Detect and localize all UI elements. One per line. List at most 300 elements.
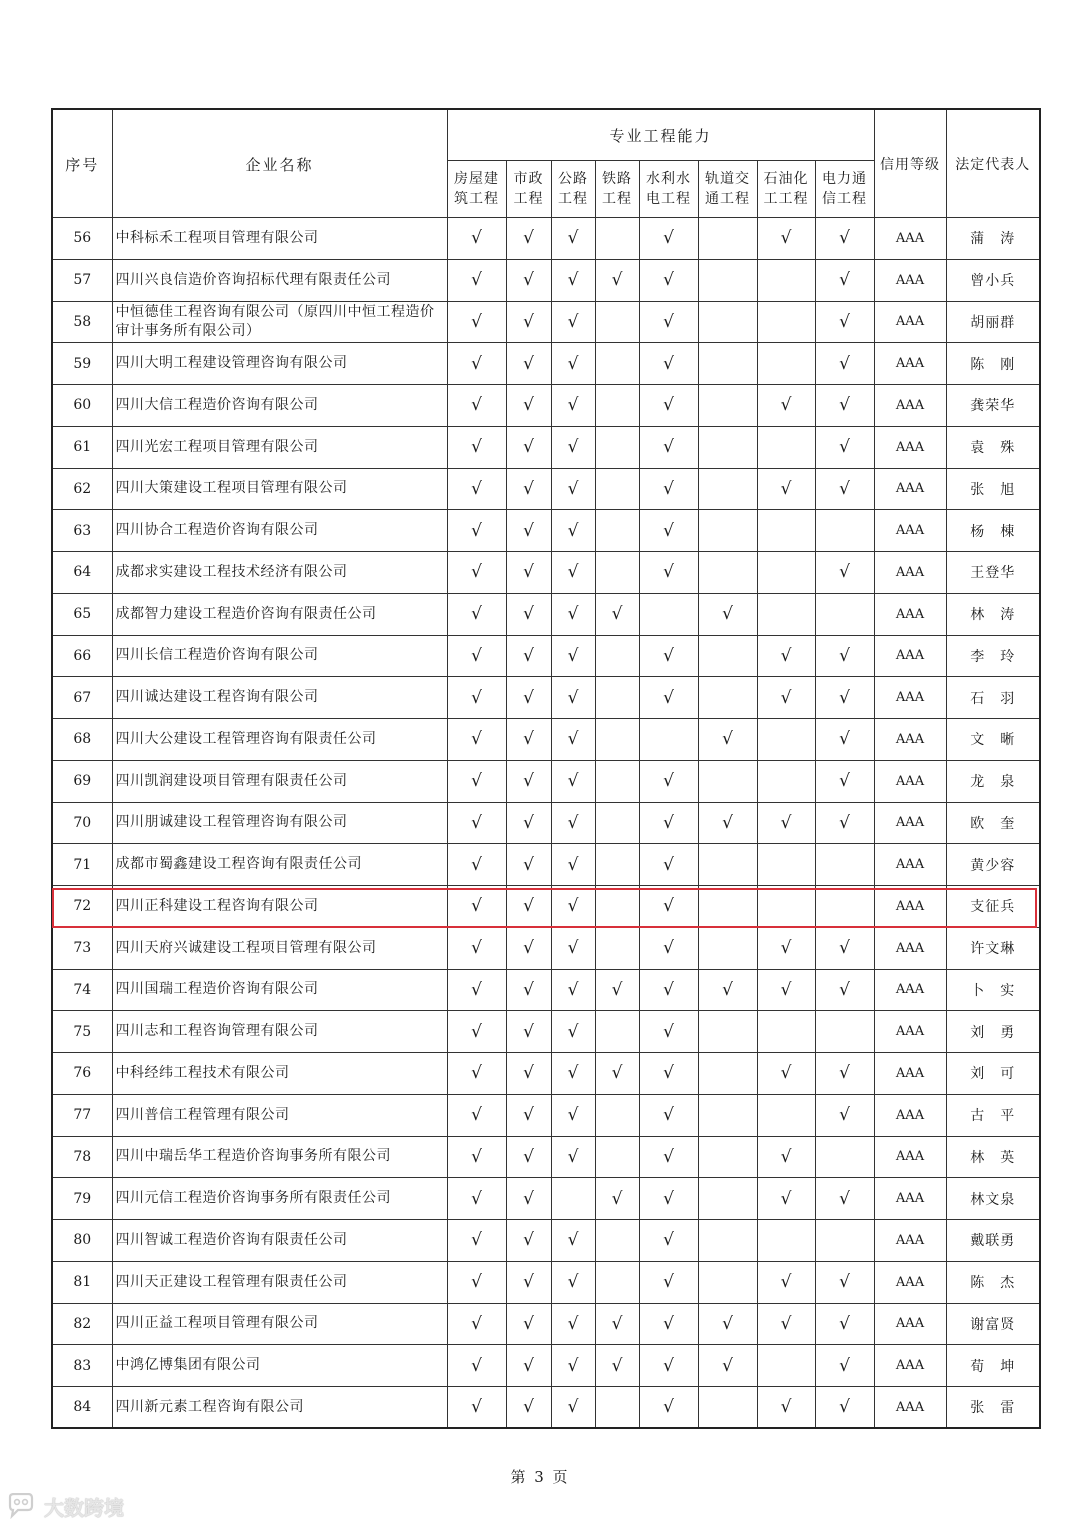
check-mark: √ [506,927,551,969]
check-mark: √ [506,1053,551,1095]
capability-cell [698,1053,757,1095]
check-mark: √ [551,677,595,719]
company-name: 成都求实建设工程技术经济有限公司 [112,552,447,594]
header-category-5 [698,161,757,218]
check-mark: √ [698,1345,757,1387]
check-mark: √ [595,969,639,1011]
credit-grade: AAA [874,343,946,385]
table-row [52,468,1040,510]
legal-representative: 欧 奎 [946,802,1040,844]
check-mark: √ [639,1011,698,1053]
check-mark: √ [815,719,874,761]
credit-grade: AAA [874,1345,946,1387]
header-category-line: 工程 [602,191,632,207]
credit-grade: AAA [874,1094,946,1136]
row-number: 64 [52,552,112,594]
legal-representative: 许文琳 [946,927,1040,969]
row-number: 76 [52,1053,112,1095]
check-mark: √ [506,1178,551,1220]
table-row [52,593,1040,635]
capability-cell [757,1345,815,1387]
check-mark: √ [639,343,698,385]
capability-cell [757,719,815,761]
check-mark: √ [506,593,551,635]
check-mark: √ [639,635,698,677]
check-mark: √ [815,343,874,385]
check-mark: √ [551,927,595,969]
header-category-2 [551,161,595,218]
row-number: 56 [52,218,112,260]
check-mark: √ [551,426,595,468]
capability-cell [595,218,639,260]
check-mark: √ [639,1303,698,1345]
capability-cell [595,844,639,886]
capability-cell [757,1011,815,1053]
check-mark: √ [506,844,551,886]
company-name: 四川元信工程造价咨询事务所有限责任公司 [112,1178,447,1220]
check-mark: √ [639,468,698,510]
capability-cell [595,1261,639,1303]
legal-representative: 林 涛 [946,593,1040,635]
table-row [52,1011,1040,1053]
company-name: 四川大策建设工程项目管理有限公司 [112,468,447,510]
row-number: 72 [52,886,112,928]
row-number: 62 [52,468,112,510]
check-mark: √ [447,1136,506,1178]
header-category-line: 水利水 [646,171,691,187]
legal-representative: 张 旭 [946,468,1040,510]
capability-cell [698,218,757,260]
check-mark: √ [506,426,551,468]
check-mark: √ [698,719,757,761]
check-mark: √ [757,802,815,844]
capability-cell [815,1220,874,1262]
row-number: 73 [52,927,112,969]
table-row [52,969,1040,1011]
header-category-line: 通工程 [705,191,750,207]
company-name: 四川天府兴诚建设工程项目管理有限公司 [112,927,447,969]
capability-cell [815,510,874,552]
row-number: 68 [52,719,112,761]
capability-cell [698,1011,757,1053]
check-mark: √ [815,677,874,719]
check-mark: √ [757,927,815,969]
table-row [52,301,1040,343]
check-mark: √ [551,1303,595,1345]
credit-grade: AAA [874,927,946,969]
check-mark: √ [551,969,595,1011]
capability-cell [757,844,815,886]
check-mark: √ [551,1011,595,1053]
capability-cell [698,301,757,343]
check-mark: √ [757,1178,815,1220]
check-mark: √ [595,1053,639,1095]
capability-cell [698,385,757,427]
company-name: 四川朋诚建设工程管理咨询有限公司 [112,802,447,844]
legal-representative: 林文泉 [946,1178,1040,1220]
check-mark: √ [551,385,595,427]
check-mark: √ [447,969,506,1011]
header-category-line: 电工程 [646,191,691,207]
row-number: 60 [52,385,112,427]
row-number: 81 [52,1261,112,1303]
legal-representative: 戴联勇 [946,1220,1040,1262]
check-mark: √ [815,635,874,677]
company-name: 四川大信工程造价咨询有限公司 [112,385,447,427]
table-row [52,1220,1040,1262]
table-row [52,677,1040,719]
check-mark: √ [506,1261,551,1303]
check-mark: √ [506,343,551,385]
company-name: 成都智力建设工程造价咨询有限责任公司 [112,593,447,635]
check-mark: √ [815,218,874,260]
check-mark: √ [506,510,551,552]
company-name: 四川诚达建设工程咨询有限公司 [112,677,447,719]
check-mark: √ [551,886,595,928]
credit-grade: AAA [874,635,946,677]
check-mark: √ [447,1053,506,1095]
header-legal-rep: 法定代表人 [946,109,1040,218]
row-number: 78 [52,1136,112,1178]
check-mark: √ [815,1094,874,1136]
table-row [52,844,1040,886]
check-mark: √ [815,1345,874,1387]
check-mark: √ [506,886,551,928]
header-category-7 [815,161,874,218]
header-category-3 [595,161,639,218]
legal-representative: 胡丽群 [946,301,1040,343]
watermark [6,1490,124,1522]
legal-representative: 曾小兵 [946,259,1040,301]
check-mark: √ [551,218,595,260]
company-table-wrapper [51,108,1039,1429]
check-mark: √ [595,1345,639,1387]
row-number: 84 [52,1387,112,1429]
check-mark: √ [595,1178,639,1220]
capability-cell [595,1220,639,1262]
check-mark: √ [551,552,595,594]
table-row [52,1261,1040,1303]
check-mark: √ [506,385,551,427]
capability-cell [757,760,815,802]
check-mark: √ [551,1220,595,1262]
company-name: 四川正科建设工程咨询有限公司 [112,886,447,928]
company-name: 四川大公建设工程管理咨询有限责任公司 [112,719,447,761]
credit-grade: AAA [874,760,946,802]
company-name: 成都市蜀鑫建设工程咨询有限责任公司 [112,844,447,886]
legal-representative: 陈 杰 [946,1261,1040,1303]
credit-grade: AAA [874,677,946,719]
capability-cell [698,1094,757,1136]
company-name: 四川新元素工程咨询有限公司 [112,1387,447,1429]
credit-grade: AAA [874,468,946,510]
table-row [52,760,1040,802]
check-mark: √ [815,426,874,468]
check-mark: √ [551,259,595,301]
credit-grade: AAA [874,719,946,761]
row-number: 59 [52,343,112,385]
row-number: 61 [52,426,112,468]
check-mark: √ [447,1345,506,1387]
check-mark: √ [447,1303,506,1345]
capability-cell [595,802,639,844]
row-number: 79 [52,1178,112,1220]
row-number: 82 [52,1303,112,1345]
check-mark: √ [551,760,595,802]
table-row [52,802,1040,844]
check-mark: √ [506,677,551,719]
check-mark: √ [757,1303,815,1345]
legal-representative: 卜 实 [946,969,1040,1011]
capability-cell [639,719,698,761]
check-mark: √ [815,1387,874,1429]
table-row [52,552,1040,594]
check-mark: √ [639,1261,698,1303]
table-row [52,510,1040,552]
table-row [52,1094,1040,1136]
check-mark: √ [757,1261,815,1303]
capability-cell [595,1387,639,1429]
row-number: 74 [52,969,112,1011]
capability-cell [698,635,757,677]
credit-grade: AAA [874,1220,946,1262]
row-number: 75 [52,1011,112,1053]
capability-cell [815,1136,874,1178]
check-mark: √ [815,927,874,969]
check-mark: √ [698,593,757,635]
row-number: 69 [52,760,112,802]
company-name: 四川志和工程咨询管理有限公司 [112,1011,447,1053]
capability-cell [698,760,757,802]
check-mark: √ [447,802,506,844]
credit-grade: AAA [874,552,946,594]
table-row [52,259,1040,301]
row-number: 66 [52,635,112,677]
credit-grade: AAA [874,301,946,343]
check-mark: √ [639,677,698,719]
capability-cell [595,301,639,343]
capability-cell [595,927,639,969]
capability-cell [595,468,639,510]
row-number: 67 [52,677,112,719]
check-mark: √ [551,1345,595,1387]
capability-cell [698,426,757,468]
capability-cell [757,426,815,468]
company-name: 四川协合工程造价咨询有限公司 [112,510,447,552]
check-mark: √ [447,1220,506,1262]
legal-representative: 龙 泉 [946,760,1040,802]
capability-cell [698,886,757,928]
legal-representative: 袁 殊 [946,426,1040,468]
check-mark: √ [551,343,595,385]
capability-cell [815,886,874,928]
capability-cell [595,552,639,594]
capability-cell [595,886,639,928]
table-row [52,886,1040,928]
table-row [52,1387,1040,1429]
check-mark: √ [506,1303,551,1345]
capability-cell [698,1387,757,1429]
check-mark: √ [506,1094,551,1136]
check-mark: √ [757,677,815,719]
capability-cell [595,426,639,468]
legal-representative: 刘 可 [946,1053,1040,1095]
company-name: 四川光宏工程项目管理有限公司 [112,426,447,468]
check-mark: √ [506,218,551,260]
check-mark: √ [506,635,551,677]
check-mark: √ [506,301,551,343]
company-name: 四川兴良信造价咨询招标代理有限责任公司 [112,259,447,301]
company-name: 中科经纬工程技术有限公司 [112,1053,447,1095]
check-mark: √ [757,385,815,427]
check-mark: √ [447,719,506,761]
table-row [52,1178,1040,1220]
chat-bubble-logo-icon [6,1493,40,1519]
check-mark: √ [639,886,698,928]
row-number: 77 [52,1094,112,1136]
check-mark: √ [639,802,698,844]
check-mark: √ [447,886,506,928]
check-mark: √ [815,552,874,594]
capability-cell [595,343,639,385]
credit-grade: AAA [874,259,946,301]
check-mark: √ [551,719,595,761]
credit-grade: AAA [874,802,946,844]
header-category-line: 轨道交 [705,171,750,187]
check-mark: √ [757,1053,815,1095]
company-table [51,108,1041,1429]
check-mark: √ [639,552,698,594]
credit-grade: AAA [874,844,946,886]
company-name: 四川天正建设工程管理有限责任公司 [112,1261,447,1303]
check-mark: √ [551,1094,595,1136]
capability-cell [698,677,757,719]
check-mark: √ [506,1387,551,1429]
capability-cell [595,635,639,677]
legal-representative: 古 平 [946,1094,1040,1136]
legal-representative: 文 晰 [946,719,1040,761]
check-mark: √ [757,1387,815,1429]
check-mark: √ [447,593,506,635]
credit-grade: AAA [874,1136,946,1178]
check-mark: √ [551,844,595,886]
header-category-0 [447,161,506,218]
company-name: 四川智诚工程造价咨询有限责任公司 [112,1220,447,1262]
check-mark: √ [506,760,551,802]
legal-representative: 黄少容 [946,844,1040,886]
check-mark: √ [447,1387,506,1429]
check-mark: √ [639,1053,698,1095]
check-mark: √ [447,426,506,468]
header-capability: 专业工程能力 [447,109,874,161]
capability-cell [551,1178,595,1220]
check-mark: √ [447,259,506,301]
header-category-1 [506,161,551,218]
credit-grade: AAA [874,1303,946,1345]
check-mark: √ [698,1303,757,1345]
header-category-line: 铁路 [602,171,632,187]
check-mark: √ [815,802,874,844]
header-category-line: 房屋建 [454,171,499,187]
table-row [52,218,1040,260]
credit-grade: AAA [874,1178,946,1220]
check-mark: √ [447,1261,506,1303]
check-mark: √ [757,635,815,677]
check-mark: √ [551,301,595,343]
check-mark: √ [447,552,506,594]
capability-cell [698,927,757,969]
company-name: 四川中瑞岳华工程造价咨询事务所有限公司 [112,1136,447,1178]
capability-cell [757,510,815,552]
table-row [52,927,1040,969]
header-credit-grade: 信用等级 [874,109,946,218]
capability-cell [698,552,757,594]
header-category-4 [639,161,698,218]
check-mark: √ [639,426,698,468]
header-category-line: 石油化 [763,171,809,187]
capability-cell [595,677,639,719]
check-mark: √ [757,468,815,510]
check-mark: √ [506,802,551,844]
row-number: 65 [52,593,112,635]
header-company-name: 企业名称 [112,109,447,218]
company-name: 四川大明工程建设管理咨询有限公司 [112,343,447,385]
header-category-line: 工工程 [763,191,809,207]
table-row [52,719,1040,761]
credit-grade: AAA [874,510,946,552]
page-footer: 第 3 页 [510,1468,570,1486]
capability-cell [698,343,757,385]
company-name: 四川长信工程造价咨询有限公司 [112,635,447,677]
check-mark: √ [447,218,506,260]
check-mark: √ [757,218,815,260]
company-name: 四川普信工程管理有限公司 [112,1094,447,1136]
credit-grade: AAA [874,426,946,468]
capability-cell [698,510,757,552]
check-mark: √ [815,301,874,343]
check-mark: √ [815,468,874,510]
capability-cell [757,593,815,635]
company-name: 四川国瑞工程造价咨询有限公司 [112,969,447,1011]
capability-cell [757,301,815,343]
capability-cell [698,259,757,301]
capability-cell [698,1220,757,1262]
capability-cell [757,886,815,928]
company-name: 四川凯润建设项目管理有限责任公司 [112,760,447,802]
check-mark: √ [447,1011,506,1053]
check-mark: √ [639,1178,698,1220]
table-row [52,635,1040,677]
company-name: 中科标禾工程项目管理有限公司 [112,218,447,260]
legal-representative: 王登华 [946,552,1040,594]
header-category-line: 工程 [513,191,544,207]
table-row [52,385,1040,427]
check-mark: √ [506,1011,551,1053]
check-mark: √ [639,844,698,886]
check-mark: √ [815,1053,874,1095]
watermark-text: 大数跨境 [44,1495,124,1520]
check-mark: √ [506,1220,551,1262]
row-number: 71 [52,844,112,886]
check-mark: √ [595,259,639,301]
capability-cell [595,719,639,761]
capability-cell [815,593,874,635]
header-category-line: 电力通 [822,171,867,187]
credit-grade: AAA [874,1053,946,1095]
capability-cell [698,1136,757,1178]
check-mark: √ [506,259,551,301]
check-mark: √ [639,969,698,1011]
